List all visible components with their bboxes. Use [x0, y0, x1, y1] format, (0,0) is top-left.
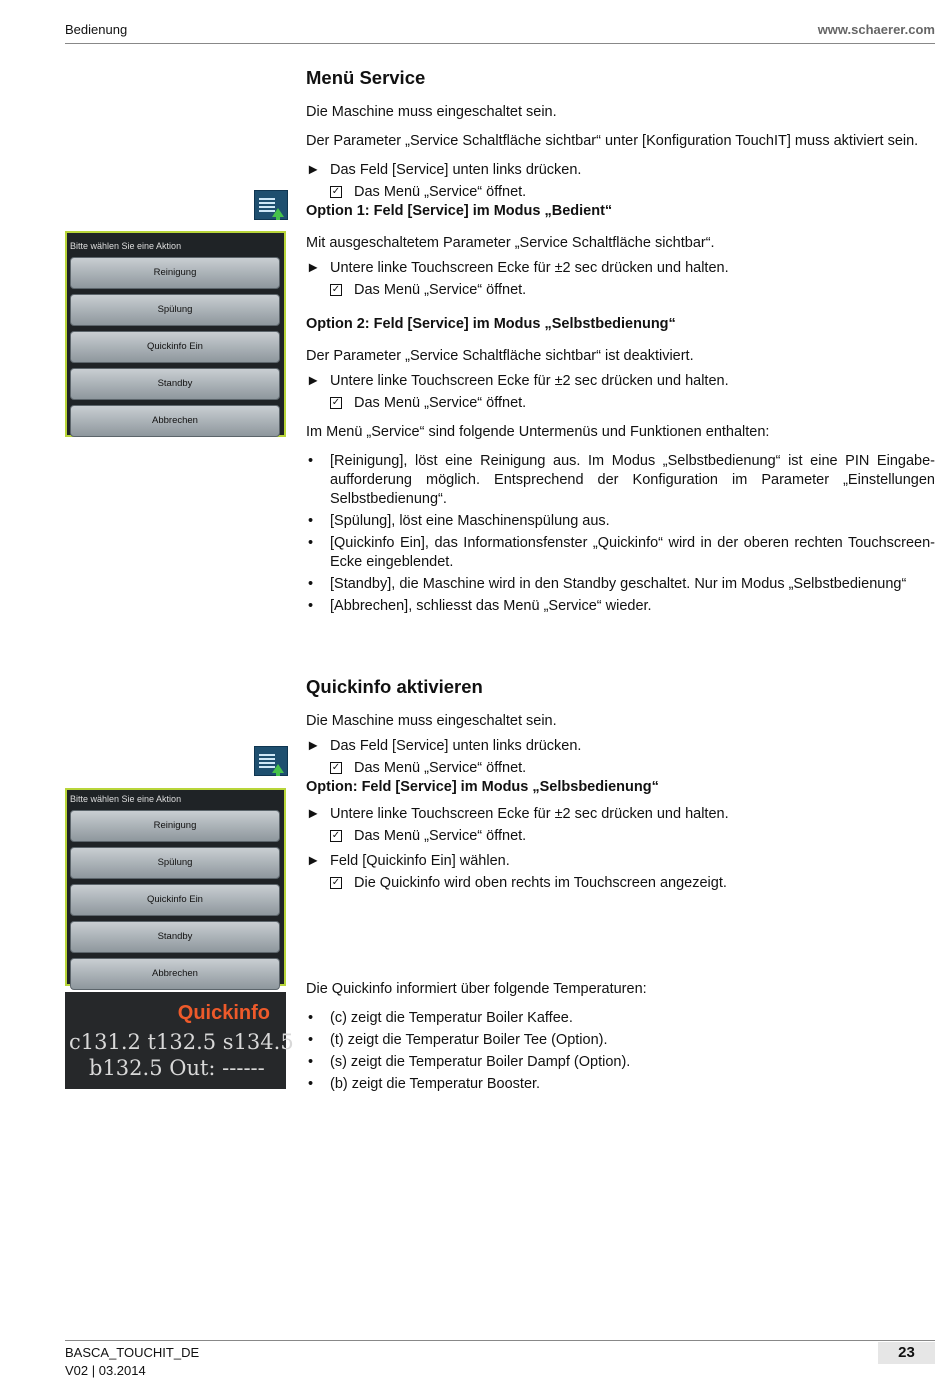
checkbox-icon: ✓ [331, 186, 341, 197]
checkbox-icon: ✓ [331, 397, 341, 408]
instruction-step [306, 259, 935, 278]
step-result [306, 183, 935, 202]
result-text: Das Menü „Service“ öffnet. [354, 184, 527, 200]
menu-button-abbrechen: Abbrechen [70, 958, 280, 990]
menu-button-quickinfo: Quickinfo Ein [70, 884, 280, 916]
list-item: • (c) zeigt die Temperatur Boiler Kaffee. [308, 1010, 573, 1026]
temperature-list [306, 1009, 935, 1094]
option-title: Option 1: Feld [Service] im Modus „Bedient“ [306, 203, 613, 219]
menu-button-abbrechen: Abbrechen [70, 405, 280, 437]
menu-button-reinigung: Reinigung [70, 257, 280, 289]
paragraph: Der Parameter „Service Schaltfläche sichtbar“ unter [Konfiguration TouchIT] muss aktiviert sein. [306, 133, 919, 149]
result-text: Das Menü „Service“ öffnet. [354, 395, 527, 411]
list-item: • [Reinigung], löst eine Reinigung aus. Im Modus „Selbstbedienung“ ist eine PIN Eingabeaufforderung möglich. Entsprechend der Konfiguration im Parameter „Einstellungen Selbstbedienung“. [308, 453, 935, 507]
page-number: 23 [878, 1342, 935, 1364]
list-item: • [Standby], die Maschine wird in den Standby geschaltet. Nur im Modus „Selbstbedienung“ [308, 576, 907, 592]
step-text: Das Feld [Service] unten links drücken. [330, 162, 582, 178]
menu-button-standby: Standby [70, 368, 280, 400]
quickinfo-line-1: c131.2 t132.5 s134.5 [69, 1030, 294, 1054]
step-result [306, 874, 935, 893]
header-divider [65, 43, 935, 44]
option-title: Option 2: Feld [Service] im Modus „Selbstbedienung“ [306, 316, 676, 332]
checkbox-icon: ✓ [331, 762, 341, 773]
result-text: Das Menü „Service“ öffnet. [354, 828, 527, 844]
instruction-step [306, 852, 935, 871]
instruction-step [306, 805, 935, 824]
menu-button-reinigung: Reinigung [70, 810, 280, 842]
menu-screen-title: Bitte wählen Sie eine Aktion [70, 794, 182, 804]
list-item: • [Quickinfo Ein], das Informationsfenster „Quickinfo“ wird in der oberen rechten Touchscreen-Ecke eingeblendet. [308, 535, 935, 570]
paragraph: Die Quickinfo informiert über folgende Temperaturen: [306, 981, 647, 997]
step-result [306, 759, 935, 778]
checkbox-icon: ✓ [331, 284, 341, 295]
header-section-title: Bedienung [65, 22, 128, 37]
paragraph: Mit ausgeschaltetem Parameter „Service Schaltfläche sichtbar“. [306, 235, 715, 251]
header-website: www.schaerer.com [817, 22, 935, 37]
arrow-icon: ► [306, 853, 321, 869]
arrow-icon: ► [306, 162, 321, 178]
step-text: Untere linke Touchscreen Ecke für ±2 sec drücken und halten. [330, 806, 729, 822]
step-text: Untere linke Touchscreen Ecke für ±2 sec drücken und halten. [330, 373, 729, 389]
arrow-icon: ► [306, 738, 321, 754]
section-title: Quickinfo aktivieren [306, 676, 483, 697]
footer-divider [65, 1340, 935, 1341]
menu-button-quickinfo: Quickinfo Ein [70, 331, 280, 363]
list-item: • (t) zeigt die Temperatur Boiler Tee (Option). [308, 1032, 608, 1048]
menu-screen-title: Bitte wählen Sie eine Aktion [70, 241, 182, 251]
arrow-icon: ► [306, 260, 321, 276]
footer-version: V02 | 03.2014 [65, 1363, 146, 1378]
step-result [306, 281, 935, 300]
service-menu-icon [254, 190, 288, 220]
paragraph: Die Maschine muss eingeschaltet sein. [306, 104, 557, 120]
list-item: • [Spülung], löst eine Maschinenspülung aus. [308, 513, 610, 529]
instruction-step [306, 737, 935, 756]
footer-document-id: BASCA_TOUCHIT_DE [65, 1345, 200, 1360]
list-item: • (s) zeigt die Temperatur Boiler Dampf (Option). [308, 1054, 631, 1070]
function-list [306, 452, 935, 616]
step-text: Untere linke Touchscreen Ecke für ±2 sec drücken und halten. [330, 260, 729, 276]
quickinfo-line-2: b132.5 Out: ------ [89, 1056, 265, 1080]
step-result [306, 394, 935, 413]
option-title: Option: Feld [Service] im Modus „Selbsbedienung“ [306, 779, 659, 795]
arrow-icon: ► [306, 373, 321, 389]
menu-button-spuelung: Spülung [70, 294, 280, 326]
section-title: Menü Service [306, 67, 426, 88]
quickinfo-title: Quickinfo [177, 1002, 270, 1024]
result-text: Die Quickinfo wird oben rechts im Touchscreen angezeigt. [354, 875, 727, 891]
service-menu-screenshot [65, 231, 286, 437]
result-text: Das Menü „Service“ öffnet. [354, 282, 527, 298]
paragraph: Die Maschine muss eingeschaltet sein. [306, 713, 557, 729]
instruction-step [306, 372, 935, 391]
list-item: • (b) zeigt die Temperatur Booster. [308, 1076, 541, 1092]
checkbox-icon: ✓ [331, 830, 341, 841]
service-menu-screenshot [65, 788, 286, 986]
checkbox-icon: ✓ [331, 877, 341, 888]
service-menu-icon [254, 746, 288, 776]
list-item: • [Abbrechen], schliesst das Menü „Service“ wieder. [308, 598, 652, 614]
instruction-step [306, 161, 935, 180]
step-text: Das Feld [Service] unten links drücken. [330, 738, 582, 754]
menu-button-spuelung: Spülung [70, 847, 280, 879]
section-quickinfo [306, 677, 935, 1097]
paragraph: Der Parameter „Service Schaltfläche sichtbar“ ist deaktiviert. [306, 348, 694, 364]
section-menu-service [306, 68, 935, 619]
step-text: Feld [Quickinfo Ein] wählen. [330, 853, 510, 869]
menu-button-standby: Standby [70, 921, 280, 953]
quickinfo-screenshot [65, 992, 294, 1089]
arrow-icon: ► [306, 806, 321, 822]
result-text: Das Menü „Service“ öffnet. [354, 760, 527, 776]
paragraph: Im Menü „Service“ sind folgende Untermenüs und Funktionen enthalten: [306, 424, 770, 440]
step-result [306, 827, 935, 846]
